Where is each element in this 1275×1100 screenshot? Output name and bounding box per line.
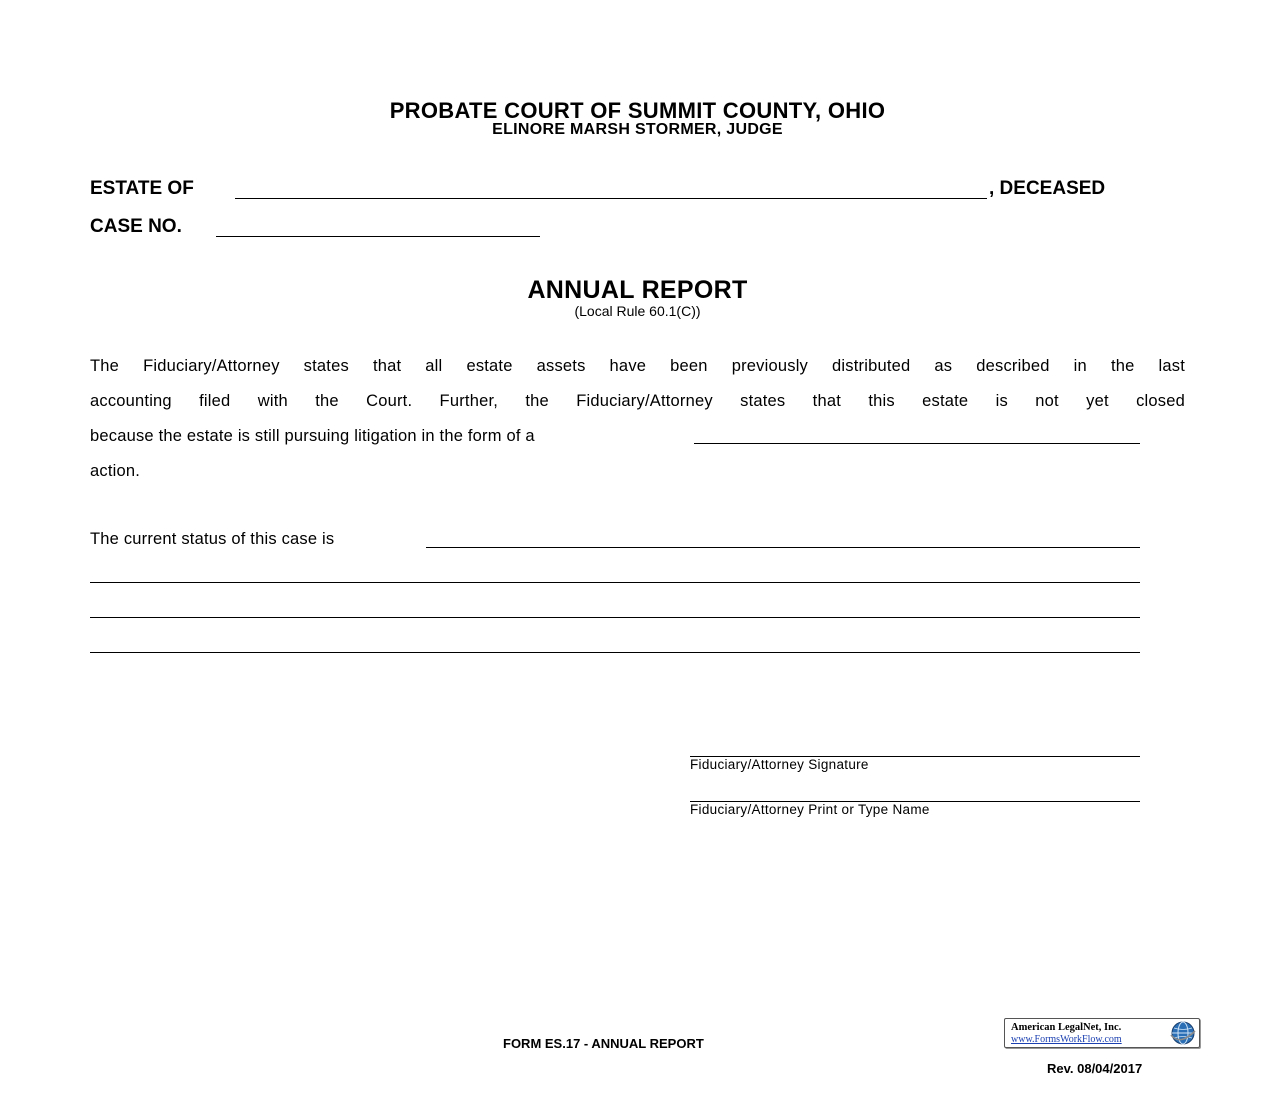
estate-name-field[interactable] — [235, 176, 987, 199]
print-name-label: Fiduciary/Attorney Print or Type Name — [690, 802, 930, 817]
litigation-type-field[interactable] — [694, 424, 1140, 444]
signature-field[interactable] — [690, 736, 1140, 757]
statement-line-1: The Fiduciary/Attorney states that all estate assets have been previously distributed as described in the last — [90, 357, 1185, 375]
form-title: ANNUAL REPORT — [527, 276, 748, 304]
print-name-field[interactable] — [690, 781, 1140, 802]
publisher-url[interactable]: www.FormsWorkFlow.com — [1011, 1034, 1122, 1045]
case-number-field[interactable] — [216, 214, 540, 237]
status-line-4[interactable] — [90, 632, 1140, 653]
statement-line-2: accounting filed with the Court. Further, the Fiduciary/Attorney states that this estate is not yet closed — [90, 392, 1185, 410]
globe-icon — [1170, 1020, 1196, 1046]
local-rule: (Local Rule 60.1(C)) — [574, 303, 701, 319]
publisher-logo — [1004, 1018, 1200, 1048]
status-line-2[interactable] — [90, 562, 1140, 583]
status-field[interactable] — [426, 528, 1140, 548]
signature-label: Fiduciary/Attorney Signature — [690, 757, 869, 772]
estate-label: ESTATE OF — [90, 178, 194, 199]
case-number-label: CASE NO. — [90, 216, 182, 237]
publisher-name: American LegalNet, Inc. — [1011, 1022, 1122, 1033]
statement-line-4: action. — [90, 462, 141, 480]
statement-line-3: because the estate is still pursuing litigation in the form of a — [90, 427, 535, 445]
deceased-label: , DECEASED — [989, 178, 1106, 199]
judge-name: ELINORE MARSH STORMER, JUDGE — [492, 121, 783, 138]
status-line-3[interactable] — [90, 597, 1140, 618]
revision-date: Rev. 08/04/2017 — [1047, 1061, 1143, 1076]
form-id: FORM ES.17 - ANNUAL REPORT — [503, 1036, 704, 1051]
court-name: PROBATE COURT OF SUMMIT COUNTY, OHIO — [389, 98, 886, 123]
status-label: The current status of this case is — [90, 530, 335, 548]
